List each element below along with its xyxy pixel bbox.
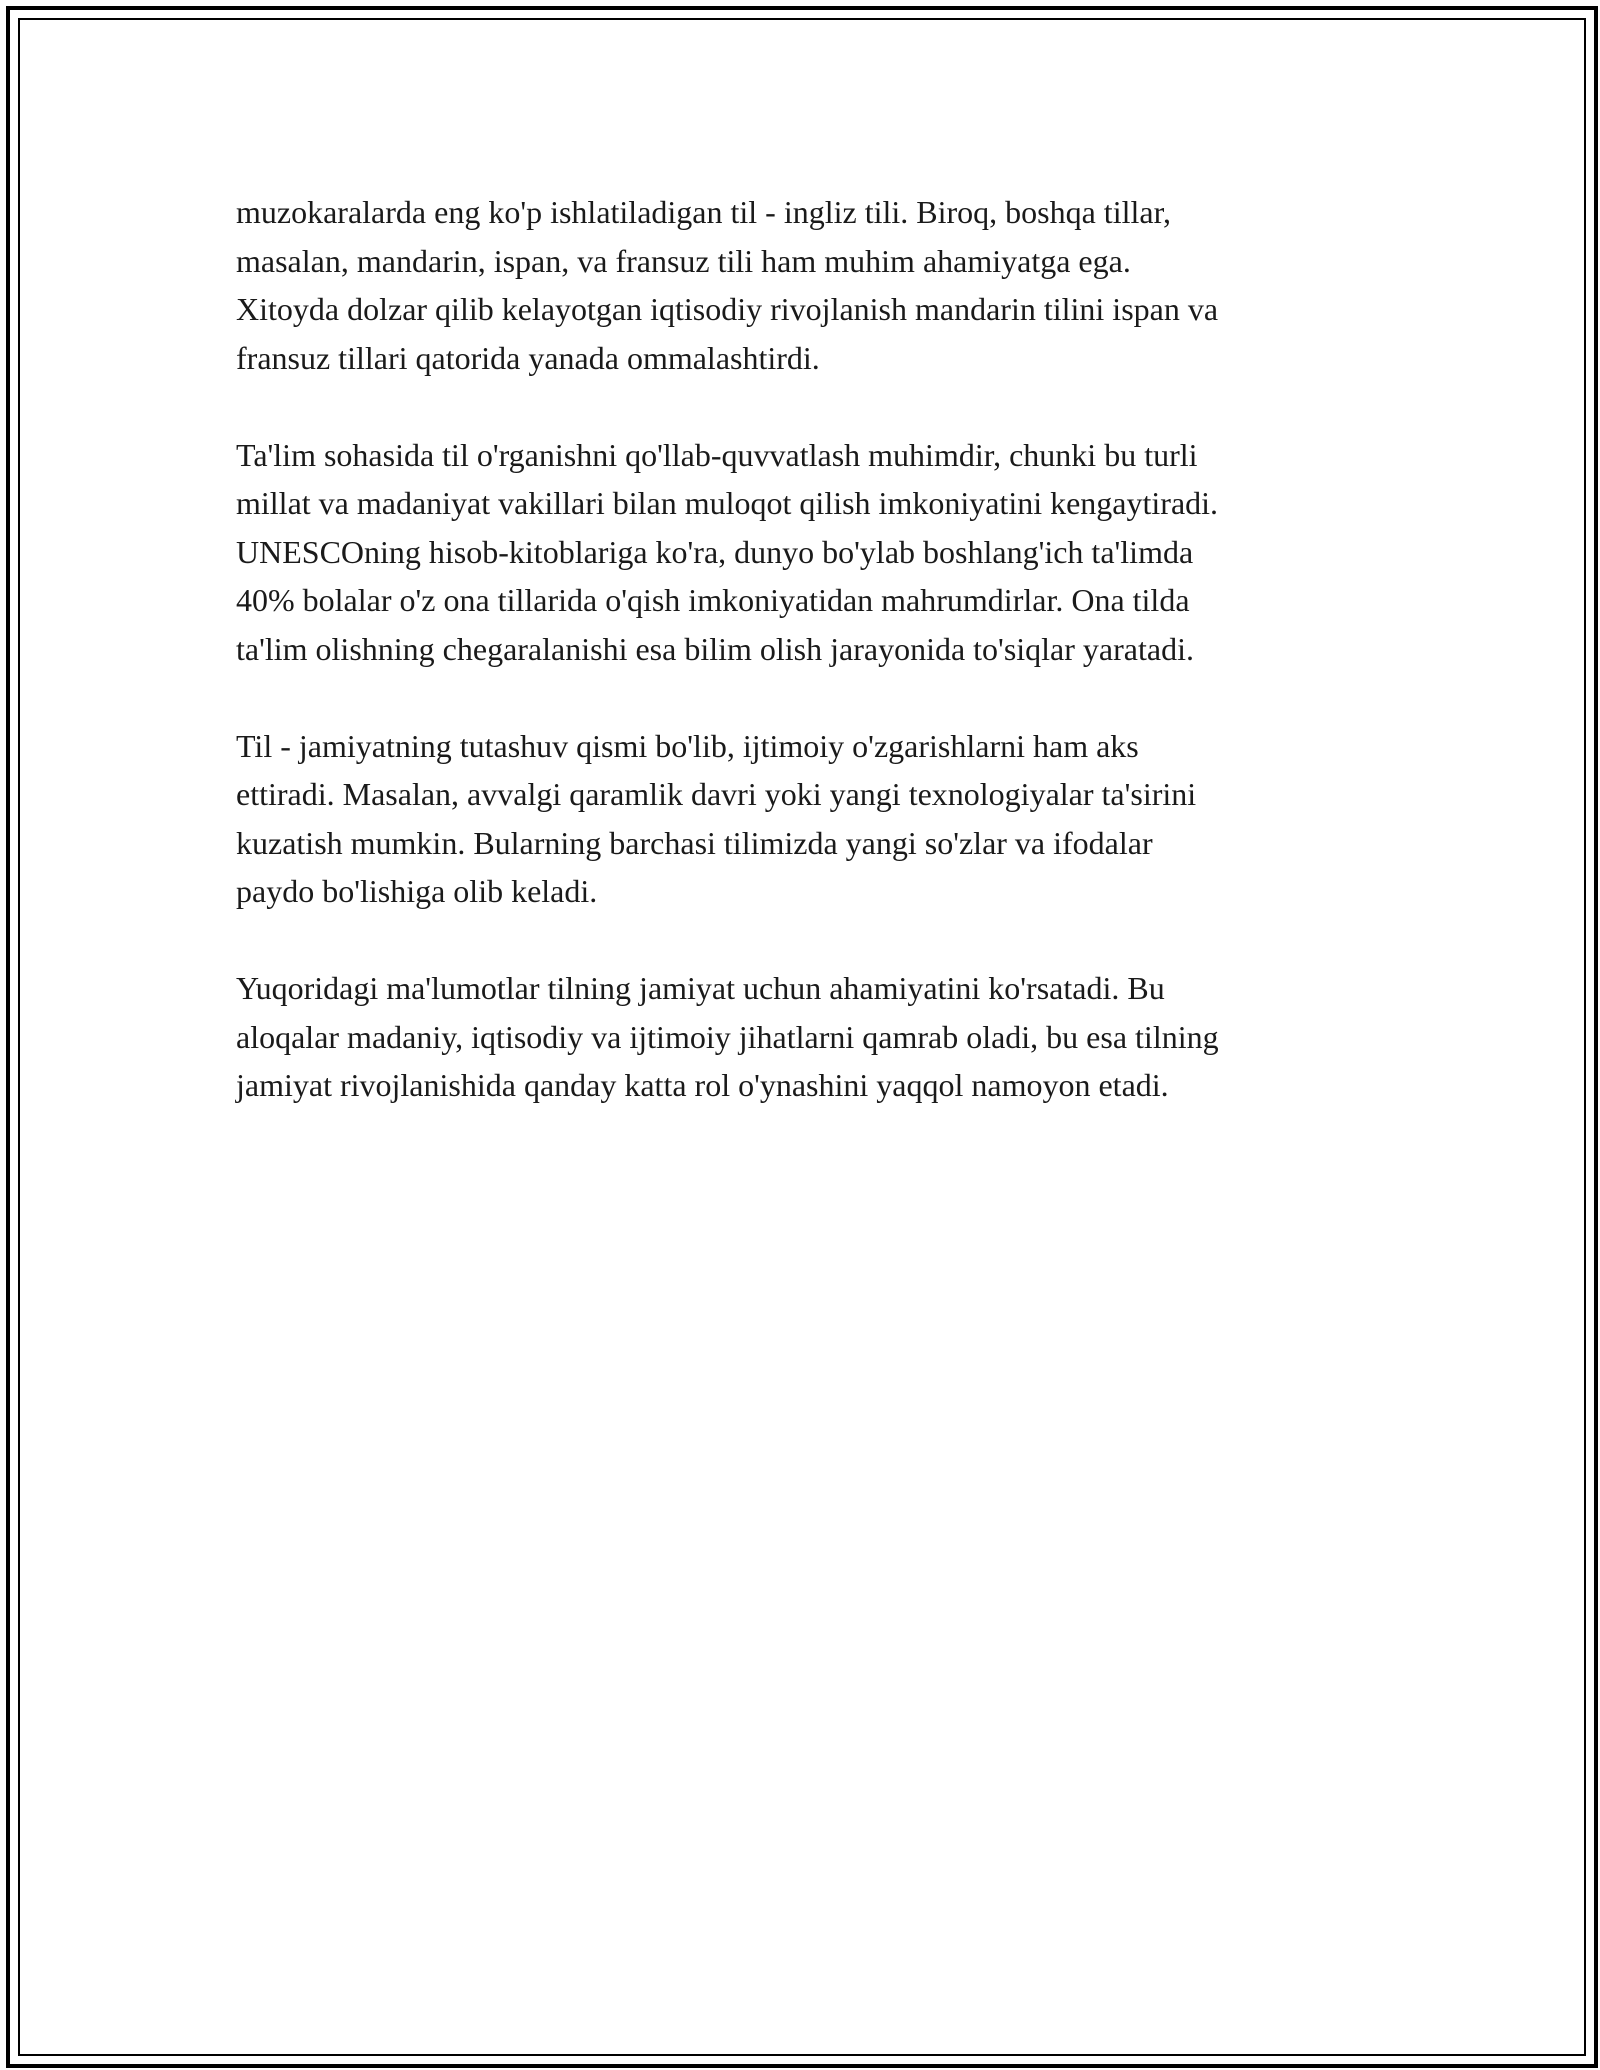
paragraph-conclusion: Yuqoridagi ma'lumotlar tilning jamiyat uchun ahamiyatini ko'rsatadi. Bu aloqalar madaniy, iqtisodiy va ijtimoiy jihatlarni qamrab oladi, bu esa tilning jamiyat rivojlanishida qanday katta rol o'ynashini yaqqol namoyon etadi.	[236, 970, 1219, 1103]
paragraph-social-change: Til - jamiyatning tutashuv qismi bo'lib, ijtimoiy o'zgarishlarni ham aks ettiradi. Masalan, avvalgi qaramlik davri yoki yangi texnologiyalar ta'sirini kuzatish mumkin. Bularning barchasi tilimizda yangi so'zlar va ifodalar paydo bo'lishiga olib keladi.	[236, 727, 1197, 909]
document-body	[236, 188, 1386, 1158]
paragraph-language-negotiations: muzokaralarda eng ko'p ishlatiladigan til - ingliz tili. Biroq, boshqa tillar, masalan, mandarin, ispan, va fransuz tili ham muhim ahamiyatga ega. Xitoyda dolzar qilib kelayotgan iqtisodiy rivojlanish mandarin tilini ispan va fransuz tillari qatorida yanada ommalashtirdi.	[236, 194, 1219, 376]
paragraph-education: Ta'lim sohasida til o'rganishni qo'llab-quvvatlash muhimdir, chunki bu turli millat va madaniyat vakillari bilan muloqot qilish imkoniyatini kengaytiradi. UNESCOning hisob-kitoblariga ko'ra, dunyo bo'ylab boshlang'ich ta'limda 40% bolalar o'z ona tillarida o'qish imkoniyatidan mahrumdirlar. Ona tilda ta'lim olishning chegaralanishi esa bilim olish jarayonida to'siqlar yaratadi.	[236, 436, 1219, 667]
